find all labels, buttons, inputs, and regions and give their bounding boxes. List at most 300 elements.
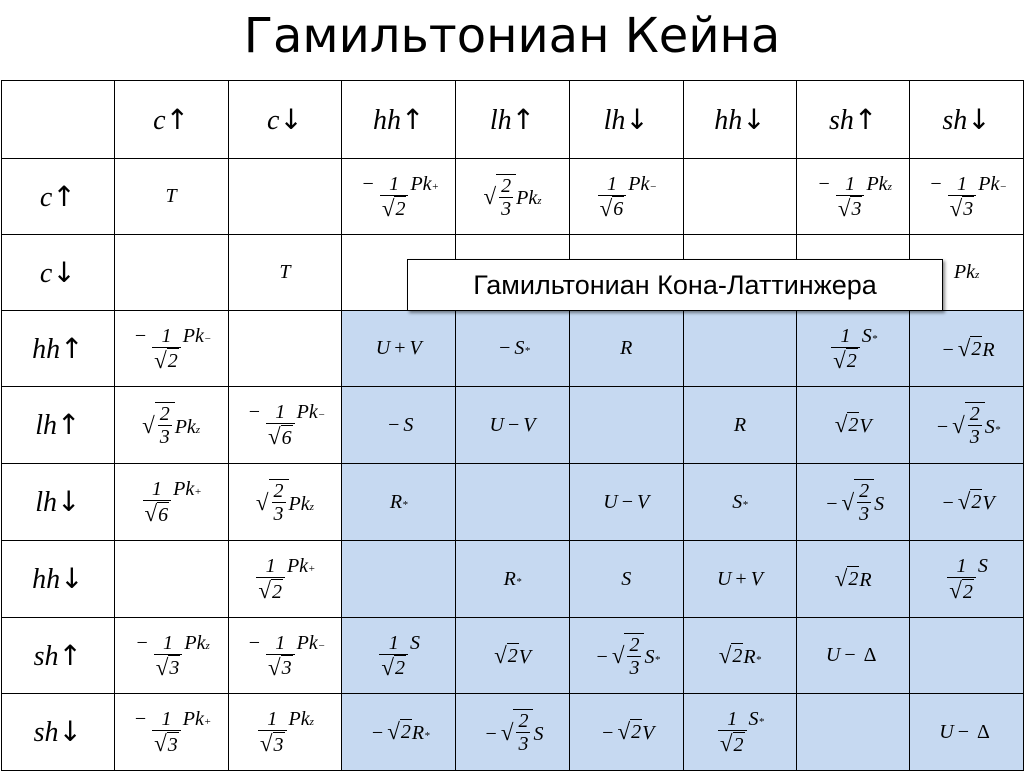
radicand bbox=[624, 633, 644, 679]
math-symbol: Pk bbox=[286, 555, 309, 578]
numerator bbox=[836, 174, 865, 195]
spin-arrow: ↓ bbox=[279, 102, 303, 136]
basis-label bbox=[34, 639, 82, 673]
subscript: − bbox=[203, 332, 212, 345]
radical-sign: √ bbox=[381, 654, 395, 680]
radical-sign: √ bbox=[255, 489, 269, 515]
math-operator: − bbox=[840, 644, 860, 666]
math-symbol: c bbox=[153, 104, 166, 136]
denominator bbox=[266, 423, 295, 448]
math-text: 1 bbox=[388, 631, 399, 654]
matrix-row bbox=[2, 541, 1024, 618]
radicand bbox=[271, 579, 283, 603]
math-text: 2 bbox=[962, 580, 973, 603]
subscript: + bbox=[431, 180, 439, 193]
math-operator: − bbox=[926, 172, 946, 195]
radicand bbox=[507, 643, 519, 668]
math-symbol: S bbox=[621, 567, 632, 590]
spin-arrow: ↑ bbox=[165, 102, 190, 136]
matrix-cell bbox=[797, 464, 910, 541]
radicand bbox=[847, 412, 859, 437]
fraction bbox=[718, 709, 747, 755]
math-text: 1 bbox=[265, 555, 276, 578]
radical-sign: √ bbox=[599, 195, 613, 221]
math-symbol: R bbox=[411, 722, 425, 744]
spin-arrow: ↑ bbox=[853, 102, 878, 136]
matrix-cell bbox=[683, 387, 797, 464]
math-symbol: Pk bbox=[174, 415, 196, 438]
math-symbol: lh bbox=[35, 410, 57, 441]
subscript: − bbox=[649, 180, 657, 193]
matrix-row bbox=[2, 387, 1024, 464]
matrix-element bbox=[734, 414, 746, 437]
spin-arrow: ↓ bbox=[625, 102, 649, 136]
numerator bbox=[968, 404, 982, 425]
math-symbol: R bbox=[620, 337, 633, 359]
math-operator: − bbox=[130, 708, 151, 731]
math-text: 2 bbox=[273, 480, 284, 502]
radical-sign: √ bbox=[611, 643, 625, 668]
matrix-cell bbox=[456, 387, 570, 464]
matrix-cell bbox=[114, 235, 228, 311]
matrix-cell bbox=[114, 387, 228, 464]
matrix-cell bbox=[797, 311, 910, 387]
radical-sign: √ bbox=[267, 424, 281, 450]
matrix-row bbox=[2, 464, 1024, 541]
square-root bbox=[720, 732, 745, 756]
matrix-element bbox=[603, 491, 649, 514]
matrix-cell bbox=[797, 618, 910, 694]
math-text: 6 bbox=[158, 503, 169, 526]
numerator bbox=[154, 633, 183, 654]
spin-arrow: ↓ bbox=[52, 255, 76, 289]
spin-arrow: ↑ bbox=[58, 638, 83, 672]
radicand bbox=[630, 719, 642, 744]
math-symbol: R bbox=[389, 490, 403, 513]
square-root bbox=[268, 425, 293, 449]
matrix-cell bbox=[797, 541, 910, 618]
math-text: 1 bbox=[163, 631, 174, 654]
math-text: 1 bbox=[389, 172, 400, 195]
numerator bbox=[143, 479, 172, 500]
math-symbol: Pk bbox=[628, 172, 650, 195]
fraction bbox=[379, 633, 408, 679]
math-symbol: Pk bbox=[953, 261, 975, 283]
fraction bbox=[266, 402, 295, 448]
math-text: 1 bbox=[161, 708, 172, 731]
math-operator: − bbox=[932, 415, 953, 438]
column-header-lh-up bbox=[456, 81, 570, 159]
math-text: 2 bbox=[507, 644, 518, 667]
matrix-element bbox=[933, 402, 1000, 448]
matrix-cell bbox=[456, 541, 570, 618]
matrix-cell bbox=[342, 618, 456, 694]
math-symbol: V bbox=[637, 490, 650, 513]
radical-sign: √ bbox=[837, 195, 851, 221]
numerator bbox=[857, 481, 871, 502]
radicand bbox=[733, 732, 745, 756]
radical-sign: √ bbox=[833, 347, 846, 373]
radical-sign: √ bbox=[155, 654, 169, 680]
math-text: 2 bbox=[395, 198, 406, 221]
fraction bbox=[857, 481, 871, 525]
denominator bbox=[947, 577, 976, 602]
math-operator: − bbox=[592, 646, 612, 668]
row-header-hh-up bbox=[2, 311, 115, 387]
matrix-cell bbox=[114, 618, 228, 694]
math-symbol: S bbox=[514, 337, 525, 359]
radicand bbox=[962, 579, 974, 603]
row-header-hh-down bbox=[2, 541, 115, 618]
numerator bbox=[256, 556, 285, 577]
math-symbol: Pk bbox=[288, 492, 310, 515]
math-symbol: S bbox=[748, 708, 759, 731]
fraction bbox=[152, 326, 181, 372]
matrix-element bbox=[279, 261, 290, 284]
numerator bbox=[598, 174, 627, 195]
square-root bbox=[950, 196, 975, 220]
math-operator: − bbox=[503, 413, 524, 436]
matrix-cell bbox=[569, 618, 683, 694]
numerator bbox=[627, 635, 641, 656]
matrix-element bbox=[829, 325, 877, 372]
math-operator: − bbox=[132, 631, 152, 654]
math-operator: − bbox=[358, 172, 378, 195]
math-text: 1 bbox=[606, 172, 617, 195]
radical-sign: √ bbox=[949, 195, 963, 221]
radical-sign: √ bbox=[381, 195, 395, 221]
math-symbol: sh bbox=[942, 104, 968, 136]
math-symbol: Pk bbox=[182, 708, 204, 731]
fraction bbox=[947, 556, 976, 602]
math-text: 3 bbox=[859, 503, 870, 525]
math-text: 1 bbox=[727, 708, 738, 731]
math-operator: − bbox=[384, 413, 404, 436]
column-header-lh-down bbox=[569, 81, 683, 159]
math-operator: − bbox=[938, 338, 958, 361]
fraction bbox=[158, 404, 172, 448]
math-text: 3 bbox=[281, 657, 292, 680]
slide-title: Гамильтониан Кейна bbox=[243, 8, 781, 64]
square-root bbox=[958, 336, 983, 361]
math-text: 3 bbox=[273, 733, 284, 756]
math-symbol: Pk bbox=[516, 187, 538, 209]
math-text: 3 bbox=[518, 733, 529, 755]
square-root bbox=[382, 196, 407, 220]
math-text: 1 bbox=[275, 631, 286, 654]
radical-sign: √ bbox=[267, 654, 281, 680]
subscript: z bbox=[309, 716, 314, 729]
matrix-cell bbox=[228, 618, 342, 694]
square-root bbox=[838, 196, 863, 220]
square-root bbox=[381, 655, 406, 679]
basis-label bbox=[373, 103, 424, 137]
radical-sign: √ bbox=[154, 347, 167, 373]
fraction bbox=[836, 174, 865, 220]
square-root bbox=[268, 655, 293, 679]
math-text: 6 bbox=[613, 198, 624, 221]
math-text: 1 bbox=[845, 172, 856, 195]
radical-sign: √ bbox=[258, 578, 271, 604]
matrix-element bbox=[945, 555, 988, 602]
radicand bbox=[850, 196, 862, 220]
math-operator: − bbox=[814, 172, 834, 195]
square-root bbox=[952, 402, 985, 448]
radicand bbox=[731, 643, 743, 668]
radical-sign: √ bbox=[834, 412, 848, 437]
matrix-element bbox=[484, 174, 542, 220]
square-root bbox=[958, 489, 983, 514]
header-row bbox=[2, 81, 1024, 159]
radicand bbox=[281, 655, 293, 679]
matrix-element bbox=[938, 336, 994, 362]
math-symbol: Pk bbox=[296, 401, 318, 424]
denominator bbox=[380, 195, 409, 220]
matrix-element bbox=[141, 478, 202, 525]
math-text: 1 bbox=[840, 324, 851, 347]
matrix-cell bbox=[342, 387, 456, 464]
math-text: 1 bbox=[267, 708, 278, 731]
matrix-cell bbox=[342, 159, 456, 235]
math-symbol: U bbox=[603, 490, 618, 513]
square-root bbox=[833, 348, 858, 372]
matrix-element bbox=[504, 568, 522, 591]
matrix-element bbox=[245, 632, 325, 679]
radicand bbox=[970, 489, 982, 514]
basis-label bbox=[267, 103, 303, 137]
math-text: 2 bbox=[159, 403, 170, 425]
matrix-cell bbox=[228, 387, 342, 464]
math-operator: − bbox=[598, 722, 618, 744]
square-root bbox=[142, 402, 175, 448]
math-symbol: U bbox=[825, 644, 841, 666]
matrix-cell bbox=[910, 159, 1024, 235]
radical-sign: √ bbox=[718, 642, 732, 668]
math-symbol: c bbox=[266, 104, 280, 136]
math-text: 3 bbox=[167, 733, 178, 756]
radicand bbox=[612, 196, 624, 220]
subscript: − bbox=[999, 180, 1007, 193]
matrix-cell bbox=[683, 464, 797, 541]
spin-arrow: ↓ bbox=[60, 562, 84, 595]
math-text: 6 bbox=[281, 426, 292, 449]
matrix-element bbox=[732, 491, 748, 514]
square-root bbox=[154, 732, 179, 756]
denominator bbox=[831, 347, 860, 372]
math-operator: − bbox=[367, 722, 388, 744]
superscript: * bbox=[758, 716, 765, 729]
math-symbol: S bbox=[984, 415, 995, 438]
matrix-cell bbox=[342, 464, 456, 541]
fraction bbox=[272, 481, 286, 525]
basis-label bbox=[35, 485, 80, 519]
matrix-row bbox=[2, 159, 1024, 235]
basis-label bbox=[34, 715, 82, 749]
matrix-cell bbox=[228, 694, 342, 771]
basis-label bbox=[40, 180, 76, 214]
math-symbol: lh bbox=[603, 104, 626, 136]
fraction bbox=[627, 635, 641, 679]
math-symbol: U bbox=[375, 337, 391, 359]
denominator bbox=[968, 425, 982, 448]
radical-sign: √ bbox=[142, 412, 155, 438]
matrix-cell bbox=[910, 387, 1024, 464]
matrix-row bbox=[2, 618, 1024, 694]
square-root bbox=[484, 174, 517, 220]
column-header-sh-up bbox=[797, 81, 910, 159]
square-root bbox=[719, 643, 744, 668]
subscript: + bbox=[308, 563, 316, 576]
math-text: 2 bbox=[859, 480, 870, 502]
matrix-cell bbox=[569, 694, 683, 771]
math-symbol: V bbox=[642, 722, 655, 744]
math-symbol: lh bbox=[489, 104, 512, 136]
math-text: 2 bbox=[400, 721, 411, 743]
math-symbol: S bbox=[533, 722, 544, 745]
math-operator: − bbox=[244, 631, 264, 654]
radical-sign: √ bbox=[952, 412, 965, 438]
math-operator: Δ bbox=[859, 644, 881, 666]
math-text: 2 bbox=[848, 568, 859, 590]
square-root bbox=[494, 643, 519, 668]
numerator bbox=[152, 709, 181, 730]
radicand bbox=[965, 402, 985, 448]
numerator bbox=[516, 711, 530, 732]
fraction bbox=[499, 176, 513, 220]
radicand bbox=[269, 479, 289, 525]
basis-label bbox=[153, 103, 189, 137]
math-symbol: V bbox=[750, 567, 763, 590]
math-text: 2 bbox=[846, 350, 857, 373]
math-symbol: Pk bbox=[866, 172, 888, 195]
radical-sign: √ bbox=[483, 184, 497, 209]
matrix-element bbox=[494, 643, 531, 669]
radicand bbox=[394, 196, 406, 220]
matrix-cell bbox=[683, 541, 797, 618]
matrix-cell bbox=[114, 464, 228, 541]
matrix-element bbox=[926, 173, 1006, 220]
matrix-element bbox=[835, 412, 872, 438]
radicand bbox=[854, 479, 874, 525]
math-text: 2 bbox=[501, 174, 512, 197]
denominator bbox=[272, 502, 286, 525]
spin-arrow: ↑ bbox=[401, 102, 425, 136]
math-text: 2 bbox=[631, 721, 642, 743]
matrix-cell bbox=[456, 464, 570, 541]
matrix-cell bbox=[797, 694, 910, 771]
luttinger-callout: Гамильтониан Кона-Латтинжера bbox=[407, 259, 943, 311]
radicand bbox=[167, 348, 179, 372]
spin-arrow: ↓ bbox=[58, 715, 83, 748]
row-header-c-up bbox=[2, 159, 115, 235]
row-header-lh-up bbox=[2, 387, 115, 464]
row-header-c-down bbox=[2, 235, 115, 311]
math-text: 2 bbox=[969, 403, 980, 425]
square-root bbox=[156, 655, 181, 679]
math-symbol: lh bbox=[35, 487, 57, 518]
math-symbol: hh bbox=[373, 104, 401, 136]
math-symbol: Pk bbox=[182, 324, 204, 347]
radicand bbox=[970, 336, 982, 361]
column-header-hh-up bbox=[342, 81, 456, 159]
square-root bbox=[501, 709, 534, 755]
math-text: 3 bbox=[159, 426, 170, 448]
square-root bbox=[949, 579, 974, 603]
math-text: 3 bbox=[851, 198, 862, 221]
denominator bbox=[857, 502, 871, 525]
matrix-element bbox=[835, 566, 872, 592]
numerator bbox=[948, 174, 977, 195]
radical-sign: √ bbox=[957, 335, 971, 361]
math-operator: − bbox=[822, 492, 842, 515]
math-operator: + bbox=[390, 337, 410, 359]
math-operator: + bbox=[731, 567, 751, 590]
square-root bbox=[600, 196, 625, 220]
math-text: 3 bbox=[629, 656, 640, 679]
math-text: 2 bbox=[167, 350, 178, 373]
math-symbol: Pk bbox=[173, 478, 195, 501]
matrix-cell bbox=[342, 311, 456, 387]
radical-sign: √ bbox=[154, 731, 167, 757]
math-text: 2 bbox=[732, 644, 743, 667]
matrix-cell bbox=[456, 694, 570, 771]
basis-label bbox=[714, 103, 765, 137]
subscript: z bbox=[205, 639, 210, 652]
radical-sign: √ bbox=[617, 719, 631, 744]
math-symbol: T bbox=[165, 185, 177, 207]
math-symbol: sh bbox=[33, 640, 59, 672]
numerator bbox=[266, 402, 295, 423]
fraction bbox=[968, 404, 982, 448]
math-operator: − bbox=[617, 490, 638, 513]
math-symbol: sh bbox=[829, 104, 854, 136]
radicand bbox=[496, 174, 516, 220]
denominator bbox=[836, 195, 865, 220]
fraction bbox=[143, 479, 172, 525]
subscript: z bbox=[537, 195, 542, 207]
basis-label bbox=[32, 562, 83, 596]
denominator bbox=[256, 577, 285, 602]
matrix-cell bbox=[456, 618, 570, 694]
matrix-row bbox=[2, 311, 1024, 387]
fraction bbox=[266, 633, 295, 679]
matrix-element bbox=[142, 402, 200, 448]
basis-label bbox=[32, 332, 83, 366]
subscript: − bbox=[317, 639, 326, 652]
math-symbol: Pk bbox=[184, 631, 206, 654]
math-symbol: hh bbox=[32, 333, 61, 365]
math-operator: − bbox=[495, 337, 515, 359]
matrix-element bbox=[822, 479, 884, 525]
denominator bbox=[152, 347, 181, 372]
math-symbol: S bbox=[977, 555, 988, 578]
subscript: z bbox=[195, 423, 201, 436]
fraction bbox=[598, 174, 627, 220]
radicand bbox=[273, 732, 285, 756]
math-symbol: hh bbox=[32, 564, 61, 595]
math-symbol: S bbox=[861, 324, 872, 347]
math-symbol: Pk bbox=[978, 172, 1000, 195]
math-text: 2 bbox=[271, 580, 282, 603]
math-operator: − bbox=[130, 324, 151, 347]
denominator bbox=[258, 730, 287, 755]
matrix-element bbox=[938, 489, 994, 515]
fraction bbox=[152, 709, 181, 755]
superscript: * bbox=[742, 498, 748, 511]
radicand bbox=[847, 566, 859, 591]
math-text: 2 bbox=[971, 491, 982, 513]
math-symbol: S bbox=[410, 631, 421, 654]
